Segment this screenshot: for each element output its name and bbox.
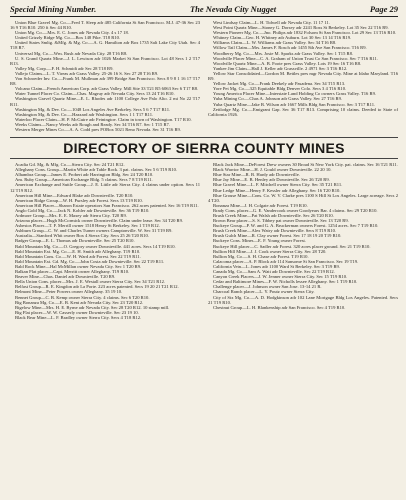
mine-entry: Yuba Mining Co.—Chas A. Johnson adr Grass Valley. Sec 27 T16 R9. bbox=[213, 96, 343, 102]
header-center: The Nevada City Nugget bbox=[189, 4, 277, 14]
mine-entry: Williams Claim—L. W. Williams adr Grass Valley. Sec 34 T16 R8. bbox=[213, 40, 337, 46]
mine-entry: Bald Mountain Ext. Gd. Mg. Co.—John Costa adr Downieville. Sec 22 T19 R11. bbox=[15, 258, 165, 264]
mine-entry: Big Flat placer—W. W. Casserly owner Downieville. Sec 23 19 10. bbox=[15, 309, 139, 315]
mine-entry: West Point Quartz Mine—Stoney G. Dorsey adr 2241 Ross St Berkeley. Lot 35 Sec 22 T16 R9. bbox=[213, 25, 389, 31]
mine-entry: Volcano Claim—French American Corp. adr Grass Valley. Mill Site 33 T21 R5 6063 Sec 6 T17 R8. bbox=[15, 86, 199, 92]
mine-entry: Ashburn Group—C. W. and Charles Turner owners Camptonville. W. Sec 31 T19 R9. bbox=[15, 228, 173, 234]
mine-entry: Badger Group—E. L. Thomas adr Downieville. Sec 25 T20 R10. bbox=[15, 238, 135, 244]
mine-entry: Young America Placer Mine—Interstate Land Holding Co owners Grass Valley. T16 R9. bbox=[213, 91, 377, 97]
mine-entry: Whitney Claim—Geo. H. Whitney adr Auburn. Lot 30 Sec 13 14 T16 R19. bbox=[213, 35, 352, 41]
mine-entry: Washington Mg. & Dev. Co.—Hazzard adr Washington. Secs 1 1 T17 R11. bbox=[15, 111, 154, 117]
mine-entry: Bald Mountain Cons. Co.—W. H. Ward adr Forest. Sec 22 T19 R11. bbox=[15, 253, 141, 259]
mine-entry: City of Six Mg. Co.—A. D. Hodgkinson adr 102 Lane Mortgage Bldg Los Angeles. Patented. Secs 21 T19 R10. bbox=[208, 294, 398, 305]
mine-entry: Yuba Quartz Mine—Jake B. Wilson adr 1667 Mills Bldg San Francisco. Sec 3 T17 R11. bbox=[213, 101, 376, 107]
mine-entry: U. S. Grand Quartz Mine—J. L. Lewison adr 1026 Market St San Francisco. Lot 48 Secs 1 2 T17 R13. bbox=[10, 55, 200, 66]
mine-entry: West Lindsay Claim—L. H. Tidwell adr Nevada City. 11 17 11. bbox=[213, 20, 330, 25]
mine-entry: American Ridge Group—W. H. Pursley adr Forest. Secs 13 T19 R10. bbox=[15, 197, 143, 203]
mine-entry: Chestnut Group—L. H. Blankenship adr San Francisco. Sec 4 T19 R10. bbox=[213, 304, 346, 310]
mine-entry: Belmont Mine—Peter Powers owner Alleghany. 35 19 10. bbox=[15, 289, 123, 295]
mine-entry: Charcoal Ranch placer—L. Y. Poutz owner Sierra City. bbox=[213, 289, 315, 295]
page-number: Page 29 bbox=[369, 4, 398, 14]
mine-entry: American Exchange and Suttle Group—J. E. Little adr Sierra City. 4 claims under option. Secs 11 12 T19 R12. bbox=[10, 182, 200, 193]
mine-entry: Anglo Gold Mg. Co.—Jack N. Kohler adr Downieville. Sec 36 T19 R10. bbox=[15, 207, 150, 213]
mine-entry: United States Smltg. &Mfg. & Mg. Co.—A. G. Hamilton adr Box 1735 Salt Lake City Utah. Sec 4 T18 R7. bbox=[10, 40, 200, 51]
mine-entry: Bella Union Cons. placer—Mrs. J. E. Westall owner Sierra City. Sec 34 T21 R12. bbox=[15, 279, 166, 285]
mine-entry: Yankee Jim Claim—Hall J. Keller adr Grassville. 2 4971 Sec 3 T16 R12. bbox=[213, 65, 348, 71]
mine-entry: Weeks Claims—Nancy Weeks adr Rough and Ready. Sec 34 T16 R7. Sec 1 T15 R7. bbox=[15, 121, 170, 127]
mine-entry: Bigelow Mine—Mrs. H. E. Byrne adr Nevada City. Sec 28 T20 R12. 10 stamp mill. bbox=[15, 304, 170, 310]
lower-left-column bbox=[10, 162, 200, 320]
mine-entry: Brady Cons. placer—G. E. Vandercook owner Goodyears Bar. 4 claims. Sec 29 T20 R10. bbox=[213, 207, 378, 213]
upper-left-column bbox=[10, 20, 200, 132]
mine-entry: American Hill Mine—Edward Blake adr Downieville. T20 R10. bbox=[15, 192, 134, 198]
mine-entry: Alhambra Group—James E. Probert adr Harrington Bldg. Sec 24 T20 R10. bbox=[15, 172, 154, 178]
mine-entry: Water Tunnel Placer Co. Claim—Chas. Magruy adr Nevada City. Secs 13 24 T16 R10. bbox=[15, 91, 175, 97]
mine-entry: Buckeye Hill placer—C. Sadler adr Forest. 320 acres placer ground. Sec 21 T19 R10. bbox=[213, 243, 371, 249]
mine-entry: Woodville Placer Mine—C. A. Graham of Union Trust Co San Francisco. Sec 7 T16 R11. bbox=[213, 55, 378, 61]
mine-entry: Black Warrior Mine—H. J. Gould owner Downieville. 22 20 10. bbox=[213, 167, 332, 173]
mine-entry: Australia—Stanford Whit owner Box 4 Sierra City. Secs 25 26 T20 R10. bbox=[15, 233, 149, 239]
mine-entry: Yellow Star Consolidated—Gordon M. Bettles pres mgr Nevada City. Mine at Idaho Maryland. T16 R9. bbox=[208, 70, 398, 82]
mine-entry: Cedar and Baltimore Mines—F. W. Nicholls lessee Alleghany. Sec 1 T19 R10. bbox=[213, 279, 358, 285]
mine-entry: Bald Rock Mine—Hal McMillan owner Nevada City. Sec 1 T20 R9. bbox=[15, 263, 142, 269]
mine-entry: Blue Ledge Mine—Henry F. Kessler adr Alleghany. Sec 16 T20 R10. bbox=[213, 187, 341, 193]
mine-entry: Yellow Jacket Mg. Co.—Frank Deekely adr Pasadena. Sec 34 T15 R13. bbox=[213, 81, 346, 87]
mine-entry: Bullion Hill Mine—J. J. Cook owner Sierra City. Sec 28 T20. bbox=[213, 248, 327, 254]
mine-entry: Universal Mg. Co.—Wm. Rush adr Nevada City. 28 T16 R8. bbox=[15, 50, 128, 56]
mine-entry: Waterloo Placer Claim—H. P. McGuire adr Feiningtoe. Claim in town of Washington. T17 R10. bbox=[15, 116, 192, 122]
mine-entry: Brush Creek Mine—Alex Watry adr Downieville. Secs 8 T19 R10. bbox=[213, 228, 337, 234]
upper-right-column bbox=[208, 20, 398, 132]
mine-entry: Canyon Creek Placers—J. W. Jenner owner Sierra City. Sec 15 T19 R10. bbox=[213, 274, 348, 280]
mine-entry: Alleghany Cons. Group—Martin White adr Table Rock. 3 pat. claims. Sec 5 6 T19 R10. bbox=[15, 167, 178, 173]
mine-entry: Washington Mg. & Dev. Co.—1048 Los Angeles Ave Berkeley. Secs 5 6 7 T17 R11. bbox=[15, 106, 171, 112]
mine-entry: Black Jack Mine—DeForest Drew owners 30 Broad St New York City. pat. claims. Sec 16 T21 R11. bbox=[213, 162, 398, 168]
mine-entry: Yore Pet Mg. Co.—325 Equitable Bldg Denver Colo. Secs 3 4 T16 R10. bbox=[213, 86, 347, 92]
mine-entry: Buckeye Cons. Mines—E. F. Young owner Forest. bbox=[213, 238, 306, 244]
mine-entry: Buckeye Group—P. W. and G. A. Bruckerman owners Forest. 1254 acres. Sec 7 T19 R10. bbox=[213, 223, 379, 229]
mine-entry: Union Mg. Co.—Mrs. E. C. Jones adr Nevada City. 4 s 17 18. bbox=[15, 30, 129, 36]
mine-entry: Woodville Quartz Mine—A. B. Foote pres Grass Valley. Lots 19 Sec 16 T16 R8. bbox=[213, 60, 362, 66]
mine-entry: Bullion Mg. Co.—S. H. Chase adr Forest. T19 R10. bbox=[213, 253, 309, 259]
mine-entry: United Grizzly Ridge Mg. Co.—Box 148 Pike. T18 R10. bbox=[15, 35, 121, 41]
mine-entry: Canada Mg. Co.—Sam A. Watt adr Downieville. Sec 22 T19 R12. bbox=[213, 269, 335, 275]
mine-entry: Bonanza Mine—J. H. Colgate adr Forest. T19 R10. bbox=[213, 202, 308, 208]
mine-entry: Woodberry Mg. Co.—Mrs. Josie M. Sparks adr Grass Valley. Sec 1 T15 R8. bbox=[213, 50, 354, 56]
mine-entry: Von Schroeder Inv. Co.—Frank M. Mullman adr 399 Bridge San Francisco. Secs 8 9 8 1 16 17 T17 R8. bbox=[10, 76, 200, 87]
mine-entry: Arizona placer—Hugh McCormick owner Downieville. Claim under lease. Sec 34 T20 R9. bbox=[15, 218, 184, 224]
mine-entry: Black Bear Mine—L. F. Bradley owner Sierra City. Secs 4 T18 R12. bbox=[15, 314, 142, 320]
mine-entry: Belfast Group—R. E. Kingdon adr La Porte. 223 acres patented. Secs 19 20 21 T21 R12. bbox=[15, 284, 179, 290]
mine-entry: Union Blue Gravel Mg. Co.—Fred T. Sleep adr 485 California St San Francisco. M.J. 47-36 Sec 23 16 9 T16 R10. 250 ft Sec 44 R10. bbox=[10, 20, 200, 31]
mine-entry: California Vein—L. Jones adr 1100 Ward St Berkeley. Sec 3 T19 R9. bbox=[213, 263, 340, 269]
mine-entry: Blue Grouse Mine—Cons. Co. W. V. Clarke pres 1100 S Hill St Los Angeles. Large acreage. Secs 2 4 T20. bbox=[208, 192, 398, 203]
mine-entry: Bald Mountain Mg. Co.—O. Gregory owner Downieville. 441 acres. Secs 14 T19 R10. bbox=[15, 243, 176, 249]
mine-entry: Challenge placer—J. Johnson owner San Jose. 13-14 21 R. bbox=[213, 284, 322, 290]
mine-entry: Blue Star Mine—R. B. Hardy adr Downieville. bbox=[213, 172, 300, 178]
mine-entry: Zeitlodge Mg. Co.—Emigrant Gap. Sec 36 T17 R13. Comprising 10 claims. Deeded to State of California 1926. bbox=[208, 106, 398, 117]
mine-entry: Balkan Flat placer—Capt. Merritt owner Alleghany. T19 R10. bbox=[15, 269, 130, 275]
lower-right-column bbox=[208, 162, 398, 320]
mine-entry: Brush Creek Mine—Pat Walsh adr Downieville. Sec 26 T20 R10. bbox=[213, 213, 334, 218]
mine-entry: Blue Gravel Mine—L. F. Mitchell owner Sierra City. Sec 35 T21 R11. bbox=[213, 182, 343, 188]
upper-columns bbox=[10, 20, 398, 132]
mine-entry: Am. Ruby Group—American Exchange Bldg. 5 claims. Secs 7 8 T19 R11. bbox=[15, 177, 153, 183]
mine-entry: Beaver Mine—Chas. Daniel adr Downieville. T20 R9. bbox=[15, 274, 116, 280]
mine-entry: Bald Mountain Ext. Mg. Co.—E. H. Smith adr Alleghany. T19 R10. bbox=[15, 248, 141, 254]
mine-entry: Washington Gravel Quartz Mine—E. L. Rhodes adr 1100 College Ave Palo Alto. 2 mi No 22 T17 R11. bbox=[10, 96, 200, 107]
directory-heading: DIRECTORY OF SIERRA COUNTY MINES bbox=[10, 137, 398, 159]
mine-entry: Vallejo Claims—L. T. Vireas adr Grass Valley. 25-26 16 S. Sec 27 28 T16 R9. bbox=[15, 70, 159, 76]
mine-entry: Western Pioneer Mg. Co.—Jno. Philips adr 1832 Folsom St San Francisco. Lot 29 Sec 13 T16 R10. bbox=[213, 30, 397, 36]
mine-entry: Blue Jay Mine—E. B. Henley adr Downieville. Sec 26 T20 R9. bbox=[213, 177, 330, 183]
lower-columns bbox=[10, 162, 398, 320]
mine-entry: Western Merger Mines Co.—A. A. Codd pres POBox 5021 Reno Nevada. Sec 31 T16 R9. bbox=[15, 126, 181, 132]
mine-entry: Valley Mg. Corp.—F. H. Schmidt adr Sec 28 T18 R9. bbox=[15, 65, 114, 71]
header-left: Special Mining Number. bbox=[10, 4, 97, 14]
mine-entry: American Hill Placer—Sharon Estate operators San Francisco. 262 acres patented. Sec 16 T19 R11. bbox=[15, 202, 199, 208]
mine-entry: Brown Bear placer—S. S. Tibbey pat owner Downieville. Sec 13 T20 R9. bbox=[213, 218, 349, 224]
mine-entry: Willow Tail Claim—Mrs. James F. Rosch adr 1455 8th Ave San Francisco. T16 R9. bbox=[213, 45, 367, 51]
mine-entry: Calacoma placer—A. P. Block adr 114 Sansome St San Francisco. Sec 19 T19. bbox=[213, 258, 359, 264]
running-header bbox=[10, 4, 398, 17]
mine-entry: Big Bonanza Mg. Co.—E. B. Kent adr Nevada City. Sec 23 T20 R12. bbox=[15, 299, 144, 305]
mine-entry: Brush Gulch Mine—R. Clay owner Forest. Sec 17 18 19 20 T19 R10. bbox=[213, 233, 342, 239]
mine-entry: Acadia Gd. Mg. & Mfg. Co.—Sierra City. Sec 24 T21 R12. bbox=[15, 162, 125, 168]
mine-entry: Ardmore Group—Mrs. E. E. Maxey adr Sierra City. T20 R9. bbox=[15, 213, 127, 218]
mine-entry: Asbestos Placer—T. F. Merrill owner 1518 Henry St Berkeley. Sec 1 T19 R12. bbox=[15, 223, 160, 229]
mine-entry: Bennet Group—C. B. Kemp owner Sierra City. 4 claims. Sec 6 T20 R10. bbox=[15, 294, 150, 300]
